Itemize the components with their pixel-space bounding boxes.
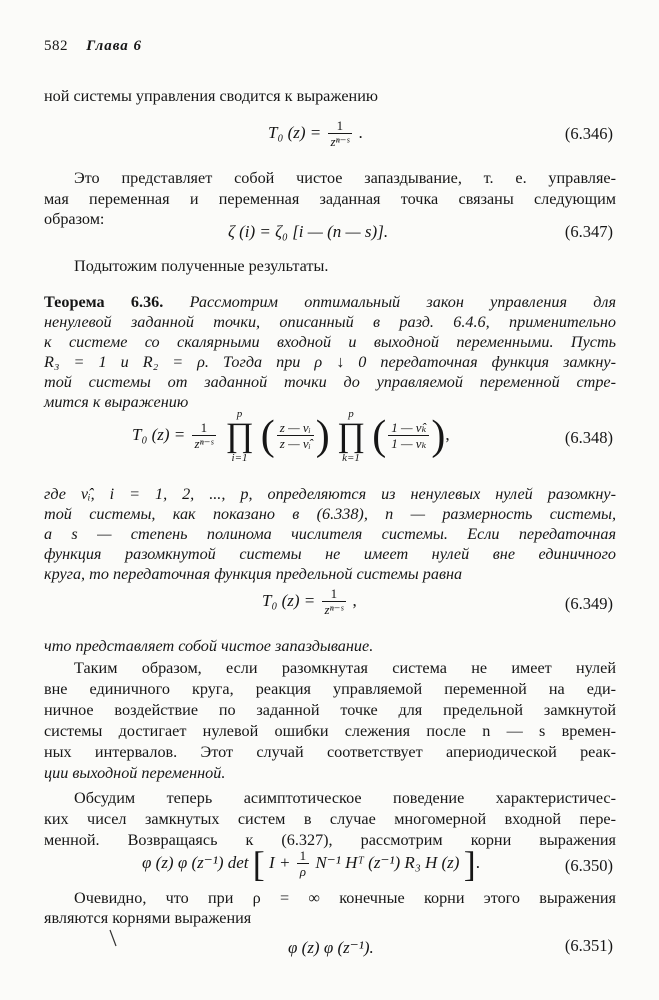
fraction	[277, 420, 314, 452]
denominator: 1 — νₖ	[391, 436, 427, 451]
equation-tail: .	[358, 122, 363, 142]
equation-label: (6.349)	[564, 594, 613, 613]
equation-lhs: T₀ (z) =	[132, 424, 186, 444]
paragraph-line: ких чисел замкнутых систем в случае многомерной входной пере-	[44, 810, 616, 828]
equation-6-351: φ (z) φ (z⁻¹).	[288, 938, 374, 957]
theorem-line: мится к выражению	[44, 393, 189, 411]
equation-label: (6.350)	[564, 856, 613, 875]
equation-label: (6.346)	[564, 124, 613, 143]
denominator: z — ν̂ᵢ	[279, 436, 311, 451]
paragraph-line: Это представляет собой чистое запаздывание, т. е. управляе-	[74, 169, 616, 187]
equation-tail: ,	[445, 424, 450, 444]
theorem-line: к системе со скалярными входной и выходной переменными. Пусть	[44, 333, 616, 351]
numerator: 1	[328, 118, 353, 134]
product-lower: i=1	[231, 452, 248, 464]
paragraph-line: ции выходной переменной.	[44, 764, 226, 782]
paragraph-line: функция разомкнутой системы не имеет нулей вне единичного	[44, 545, 616, 563]
product-operator: p ∏ i=1	[225, 408, 254, 464]
paragraph-line: являются корнями выражения	[44, 909, 252, 927]
theorem-text: Рассмотрим оптимальный закон управления для	[189, 293, 617, 311]
equation-6-346	[268, 118, 363, 150]
paragraph-line: где ν̂ᵢ, i = 1, 2, ..., p, определяются из ненулевых нулей разомкну-	[44, 485, 616, 503]
theorem-line: R₃ = 1 и R₂ = ρ. Тогда при ρ ↓ 0 передаточная функция замкну-	[44, 353, 616, 371]
numerator: z — νᵢ	[277, 420, 314, 436]
paragraph-line: Обсудим теперь асимптотическое поведение характеристичес-	[74, 789, 616, 807]
fraction	[328, 118, 353, 150]
numerator: 1	[322, 586, 347, 602]
paragraph-line: ничное воздействие по заданной точке для предельной замкнутой	[44, 701, 616, 719]
numerator: 1 — ν̂ₖ	[388, 420, 429, 436]
product-upper: p	[348, 408, 354, 420]
equation-lhs: T₀ (z) =	[262, 590, 316, 610]
fraction	[322, 586, 347, 618]
equation-lhs: φ (z) φ (z⁻¹) det	[142, 852, 249, 872]
product-lower: k=1	[342, 452, 360, 464]
paragraph-line: Подытожим полученные результаты.	[74, 257, 329, 275]
denominator: zⁿ⁻ˢ	[194, 436, 214, 451]
numerator: 1	[297, 848, 310, 864]
equation-6-347: ζ (i) = ζ₀ [i — (n — s)].	[228, 222, 389, 241]
paragraph-line: менной. Возвращаясь к (6.327), рассмотрим корни выражения	[44, 831, 616, 849]
equation-label: (6.347)	[564, 222, 613, 241]
paragraph-line: Таким образом, если разомкнутая система не имеет нулей	[74, 659, 616, 677]
theorem-line: той системы от заданной точки до управляемой переменной стре-	[44, 373, 616, 391]
paragraph-line: образом:	[44, 210, 105, 228]
paragraph-line: ных интервалов. Этот случай соответствует апериодической реак-	[44, 743, 616, 761]
theorem-line	[44, 292, 616, 312]
theorem-heading: Теорема 6.36.	[44, 293, 164, 311]
chapter-title: Глава 6	[86, 38, 143, 54]
equation-6-348: T₀ (z) = $\frac{1}{\text{zⁿ⁻ˢ}}$ p ∏ i=1 ( $\frac{\text{z — νᵢ}}{\text{z — ν̂ᵢ}}$ ) p ∏ k=1 ( $\frac{\text{1 — ν̂ₖ}}{\text{1 — νₖ}}$ ),	[132, 408, 450, 464]
paragraph-line: ной системы управления сводится к выражению	[44, 87, 378, 105]
paragraph-line: а s — степень полинома числителя системы. Если передаточная	[44, 525, 616, 543]
paragraph-line: Очевидно, что при ρ = ∞ конечные корни этого выражения	[74, 889, 616, 907]
numerator: 1	[192, 420, 217, 436]
paragraph-line: круга, то передаточная функция предельной системы равна	[44, 565, 463, 583]
equation-tail: ,	[352, 590, 357, 610]
equation-6-349	[262, 586, 357, 618]
equation-term: I +	[269, 852, 291, 872]
product-operator: p ∏ k=1	[337, 408, 365, 464]
equation-label: (6.351)	[564, 936, 613, 955]
fraction	[388, 420, 429, 452]
paragraph-line: системы достигает нулевой ошибки слежения после n — s времен-	[44, 722, 616, 740]
equation-term: N⁻¹ Hᵀ (z⁻¹) R₃ H (z)	[315, 852, 460, 872]
fraction	[297, 848, 310, 880]
equation-6-350: φ (z) φ (z⁻¹) det [ I + $\frac{1}{\rho}$ N⁻¹ Hᵀ (z⁻¹) R₃ H (z) ].	[142, 844, 480, 884]
fraction	[192, 420, 217, 452]
product-upper: p	[236, 408, 243, 420]
theorem-line: ненулевой заданной точки, описанный в разд. 6.4.6, применительно	[44, 313, 616, 331]
page-number: 582	[44, 38, 68, 54]
page-header	[44, 38, 142, 55]
equation-lhs: T₀ (z) =	[268, 122, 322, 142]
paragraph-line: мая переменная и переменная заданная точка связаны следующим	[44, 190, 616, 208]
pencil-mark-icon	[108, 928, 118, 950]
paragraph-line: что представляет собой чистое запаздывание.	[44, 637, 374, 655]
equation-tail: .	[475, 852, 480, 872]
denominator: zⁿ⁻ˢ	[324, 602, 344, 617]
denominator: ρ	[299, 864, 307, 879]
paragraph-line: вне единичного круга, реакция управляемой переменной на еди-	[44, 680, 616, 698]
equation-label: (6.348)	[564, 428, 613, 447]
denominator: zⁿ⁻ˢ	[330, 134, 350, 149]
paragraph-line: той системы, как показано в (6.338), n — размерность системы,	[44, 505, 616, 523]
